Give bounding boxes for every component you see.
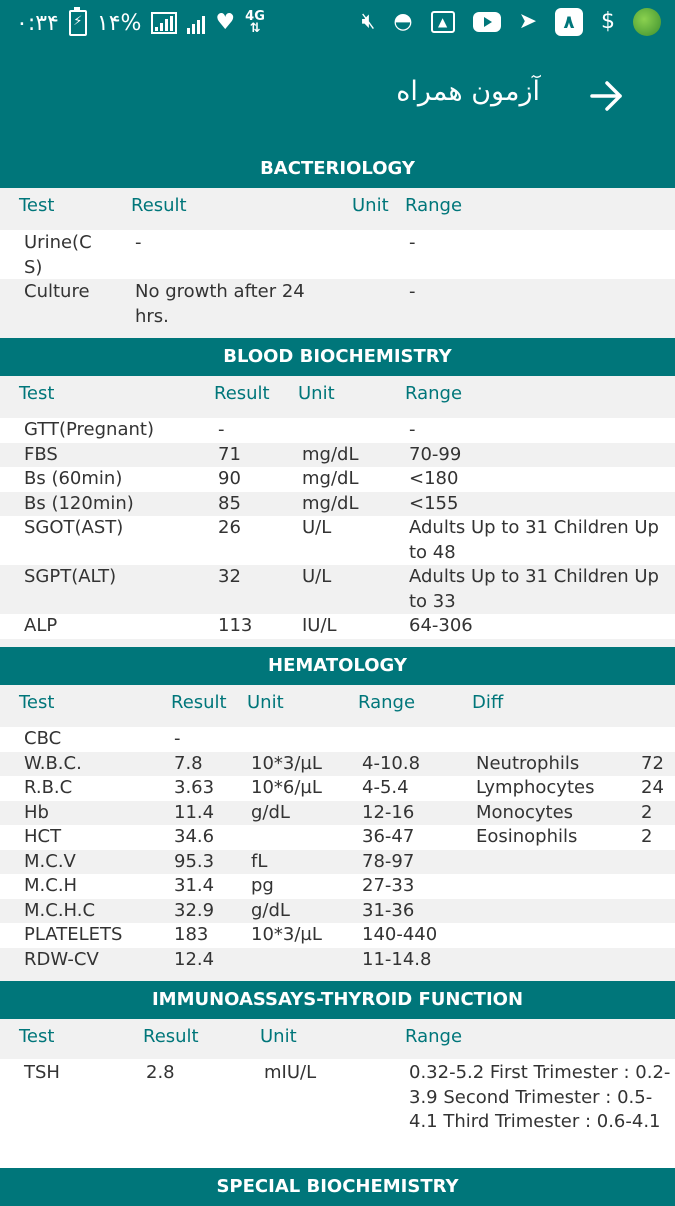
back-arrow-icon[interactable] xyxy=(589,70,623,122)
cell-range: - xyxy=(409,232,416,253)
cell-test: M.C.H.C xyxy=(24,899,96,921)
table-row xyxy=(0,443,675,468)
cell-unit: mg/dL xyxy=(302,468,359,489)
cell-diff-value: 24 xyxy=(641,777,664,798)
cell-unit: g/dL xyxy=(251,801,290,823)
cell-unit: 10*3/µL xyxy=(251,752,322,774)
table-row xyxy=(0,801,675,826)
status-time: ۰:۳۴ xyxy=(16,10,59,36)
cell-result: 34.6 xyxy=(174,826,215,847)
cell-result: 183 xyxy=(174,924,209,945)
cell-range: 140-440 xyxy=(362,924,438,945)
bag-icon: ◓ xyxy=(393,9,413,34)
cell-range: 31-36 xyxy=(362,899,415,921)
cell-unit: fL xyxy=(251,850,268,872)
table-header xyxy=(0,1019,675,1057)
col-header-test: Test xyxy=(19,383,55,404)
cell-diff-name: Eosinophils xyxy=(476,826,578,847)
table-row xyxy=(0,614,675,639)
cell-range: <180 xyxy=(409,468,459,489)
cell-diff-name: Neutrophils xyxy=(476,752,580,774)
network-type: 4G ⇅ xyxy=(245,9,265,36)
col-header-result: Result xyxy=(214,383,270,404)
notification-badge: ۸ xyxy=(555,8,583,36)
table-header xyxy=(0,685,675,723)
cell-test: SGOT(AST) xyxy=(24,517,124,538)
table-row xyxy=(0,874,675,899)
col-header-test: Test xyxy=(19,195,55,216)
cell-test: PLATELETS xyxy=(24,924,123,945)
cell-range: Adults Up to 31 Children Up to 33 xyxy=(409,566,659,612)
cell-range: 4-10.8 xyxy=(362,752,421,774)
cell-unit: U/L xyxy=(302,517,332,538)
youtube-icon xyxy=(473,12,501,32)
cell-test: GTT(Pregnant) xyxy=(24,419,154,440)
cell-result: - xyxy=(135,232,142,253)
cell-result: 95.3 xyxy=(174,850,215,872)
cell-unit: 10*3/µL xyxy=(251,924,322,945)
signal-sim2-icon xyxy=(187,12,205,34)
col-header-range: Range xyxy=(358,692,416,713)
cell-result: - xyxy=(218,419,225,440)
col-header-unit: Unit xyxy=(352,195,389,216)
cell-test: Urine(C S) xyxy=(24,232,92,278)
col-header-diff: Diff xyxy=(472,692,504,713)
cell-result: 90 xyxy=(218,468,241,489)
table-row xyxy=(0,752,675,777)
cell-test: SGPT(ALT) xyxy=(24,566,117,587)
section-header-hematology: HEMATOLOGY xyxy=(0,647,675,685)
cell-range: 27-33 xyxy=(362,875,415,896)
cell-diff-name: Monocytes xyxy=(476,801,574,823)
table-row xyxy=(0,418,675,443)
cell-result: 26 xyxy=(218,517,241,538)
col-header-range: Range xyxy=(405,1026,463,1047)
col-header-unit: Unit xyxy=(298,383,335,404)
cell-range: 12-16 xyxy=(362,801,415,823)
heart-icon: ♥ xyxy=(215,10,236,35)
table-row xyxy=(0,850,675,875)
col-header-unit: Unit xyxy=(260,1026,297,1047)
cell-unit: 10*6/µL xyxy=(251,777,322,798)
section-header-special-biochemistry: SPECIAL BIOCHEMISTRY xyxy=(0,1168,675,1206)
cell-range: <155 xyxy=(409,492,459,514)
cell-range: 0.32-5.2 First Trimester : 0.2-3.9 Second Trimester : 0.5-4.1 Third Trimester : 0.6-4.1 xyxy=(409,1062,671,1132)
cell-range: - xyxy=(409,419,416,440)
section-header-blood-biochemistry: BLOOD BIOCHEMISTRY xyxy=(0,338,675,376)
cell-test: HCT xyxy=(24,826,62,847)
gallery-icon: ▲ xyxy=(431,11,455,33)
table-row xyxy=(0,467,675,492)
cell-test: TSH xyxy=(24,1062,60,1083)
col-header-result: Result xyxy=(171,692,227,713)
app-leaf-icon xyxy=(633,8,661,36)
col-header-range: Range xyxy=(405,383,463,404)
table-row xyxy=(0,230,675,279)
col-header-test: Test xyxy=(19,1026,55,1047)
page-title: آزمون همراه xyxy=(396,76,540,107)
telegram-icon: ➤ xyxy=(518,9,537,34)
cell-test: Culture xyxy=(24,281,90,302)
cell-range: 64-306 xyxy=(409,615,473,636)
cell-result: 7.8 xyxy=(174,752,203,774)
cell-result: 12.4 xyxy=(174,948,215,970)
status-bar xyxy=(0,0,675,46)
signal-sim1-icon xyxy=(151,12,177,34)
cell-test: CBC xyxy=(24,728,62,749)
cell-unit: mg/dL xyxy=(302,443,359,465)
cell-test: Hb xyxy=(24,801,49,823)
cell-result: 85 xyxy=(218,492,241,514)
table-row xyxy=(0,776,675,801)
cell-result: 71 xyxy=(218,443,241,465)
cell-test: ALP xyxy=(24,615,58,636)
table-row xyxy=(0,899,675,924)
cell-test: Bs (60min) xyxy=(24,468,123,489)
table-row xyxy=(0,516,675,565)
col-header-range: Range xyxy=(405,195,463,216)
table-row xyxy=(0,948,675,973)
cell-range: 4-5.4 xyxy=(362,777,409,798)
col-header-unit: Unit xyxy=(247,692,284,713)
cell-unit: IU/L xyxy=(302,615,337,636)
cell-unit: U/L xyxy=(302,566,332,587)
cell-result: No growth after 24 hrs. xyxy=(135,281,305,327)
cell-result: 11.4 xyxy=(174,801,215,823)
cell-range: 70-99 xyxy=(409,443,462,465)
battery-icon: ⚡ xyxy=(69,10,87,36)
cell-test: R.B.C xyxy=(24,777,73,798)
cell-unit: mg/dL xyxy=(302,492,359,514)
dollar-icon: $ xyxy=(601,9,615,34)
cell-result: 31.4 xyxy=(174,875,215,896)
cell-diff-value: 2 xyxy=(641,801,653,823)
cell-unit: mIU/L xyxy=(264,1062,317,1083)
cell-result: 113 xyxy=(218,615,253,636)
col-header-result: Result xyxy=(131,195,187,216)
cell-test: RDW-CV xyxy=(24,948,99,970)
cell-test: M.C.V xyxy=(24,850,76,872)
table-row xyxy=(0,1059,675,1168)
cell-range: Adults Up to 31 Children Up to 48 xyxy=(409,517,659,563)
table-header xyxy=(0,188,675,226)
cell-result: - xyxy=(174,728,181,749)
cell-diff-value: 72 xyxy=(641,752,664,774)
cell-unit: pg xyxy=(251,875,274,896)
mute-icon: 🔇︎ xyxy=(361,9,376,34)
cell-diff-name: Lymphocytes xyxy=(476,777,595,798)
cell-result: 32.9 xyxy=(174,899,215,921)
section-header-bacteriology: BACTERIOLOGY xyxy=(0,150,675,188)
cell-range: 11-14.8 xyxy=(362,948,432,970)
cell-result: 2.8 xyxy=(146,1062,175,1083)
cell-range: 36-47 xyxy=(362,826,415,847)
table-row xyxy=(0,492,675,517)
table-header xyxy=(0,376,675,414)
col-header-result: Result xyxy=(143,1026,199,1047)
table-row xyxy=(0,727,675,752)
table-row xyxy=(0,825,675,850)
cell-unit: g/dL xyxy=(251,899,290,921)
cell-diff-value: 2 xyxy=(641,826,653,847)
cell-test: FBS xyxy=(24,443,58,465)
col-header-test: Test xyxy=(19,692,55,713)
battery-percent: ۱۴% xyxy=(96,10,142,36)
cell-result: 32 xyxy=(218,566,241,587)
cell-test: M.C.H xyxy=(24,875,78,896)
section-header-thyroid: IMMUNOASSAYS-THYROID FUNCTION xyxy=(0,981,675,1019)
table-row xyxy=(0,279,675,338)
cell-range: 78-97 xyxy=(362,850,415,872)
cell-range: - xyxy=(409,281,416,302)
cell-test: Bs (120min) xyxy=(24,492,134,514)
cell-result: 3.63 xyxy=(174,777,215,798)
app-bar xyxy=(0,46,675,150)
cell-test: W.B.C. xyxy=(24,752,82,774)
table-row xyxy=(0,565,675,614)
table-row xyxy=(0,923,675,948)
